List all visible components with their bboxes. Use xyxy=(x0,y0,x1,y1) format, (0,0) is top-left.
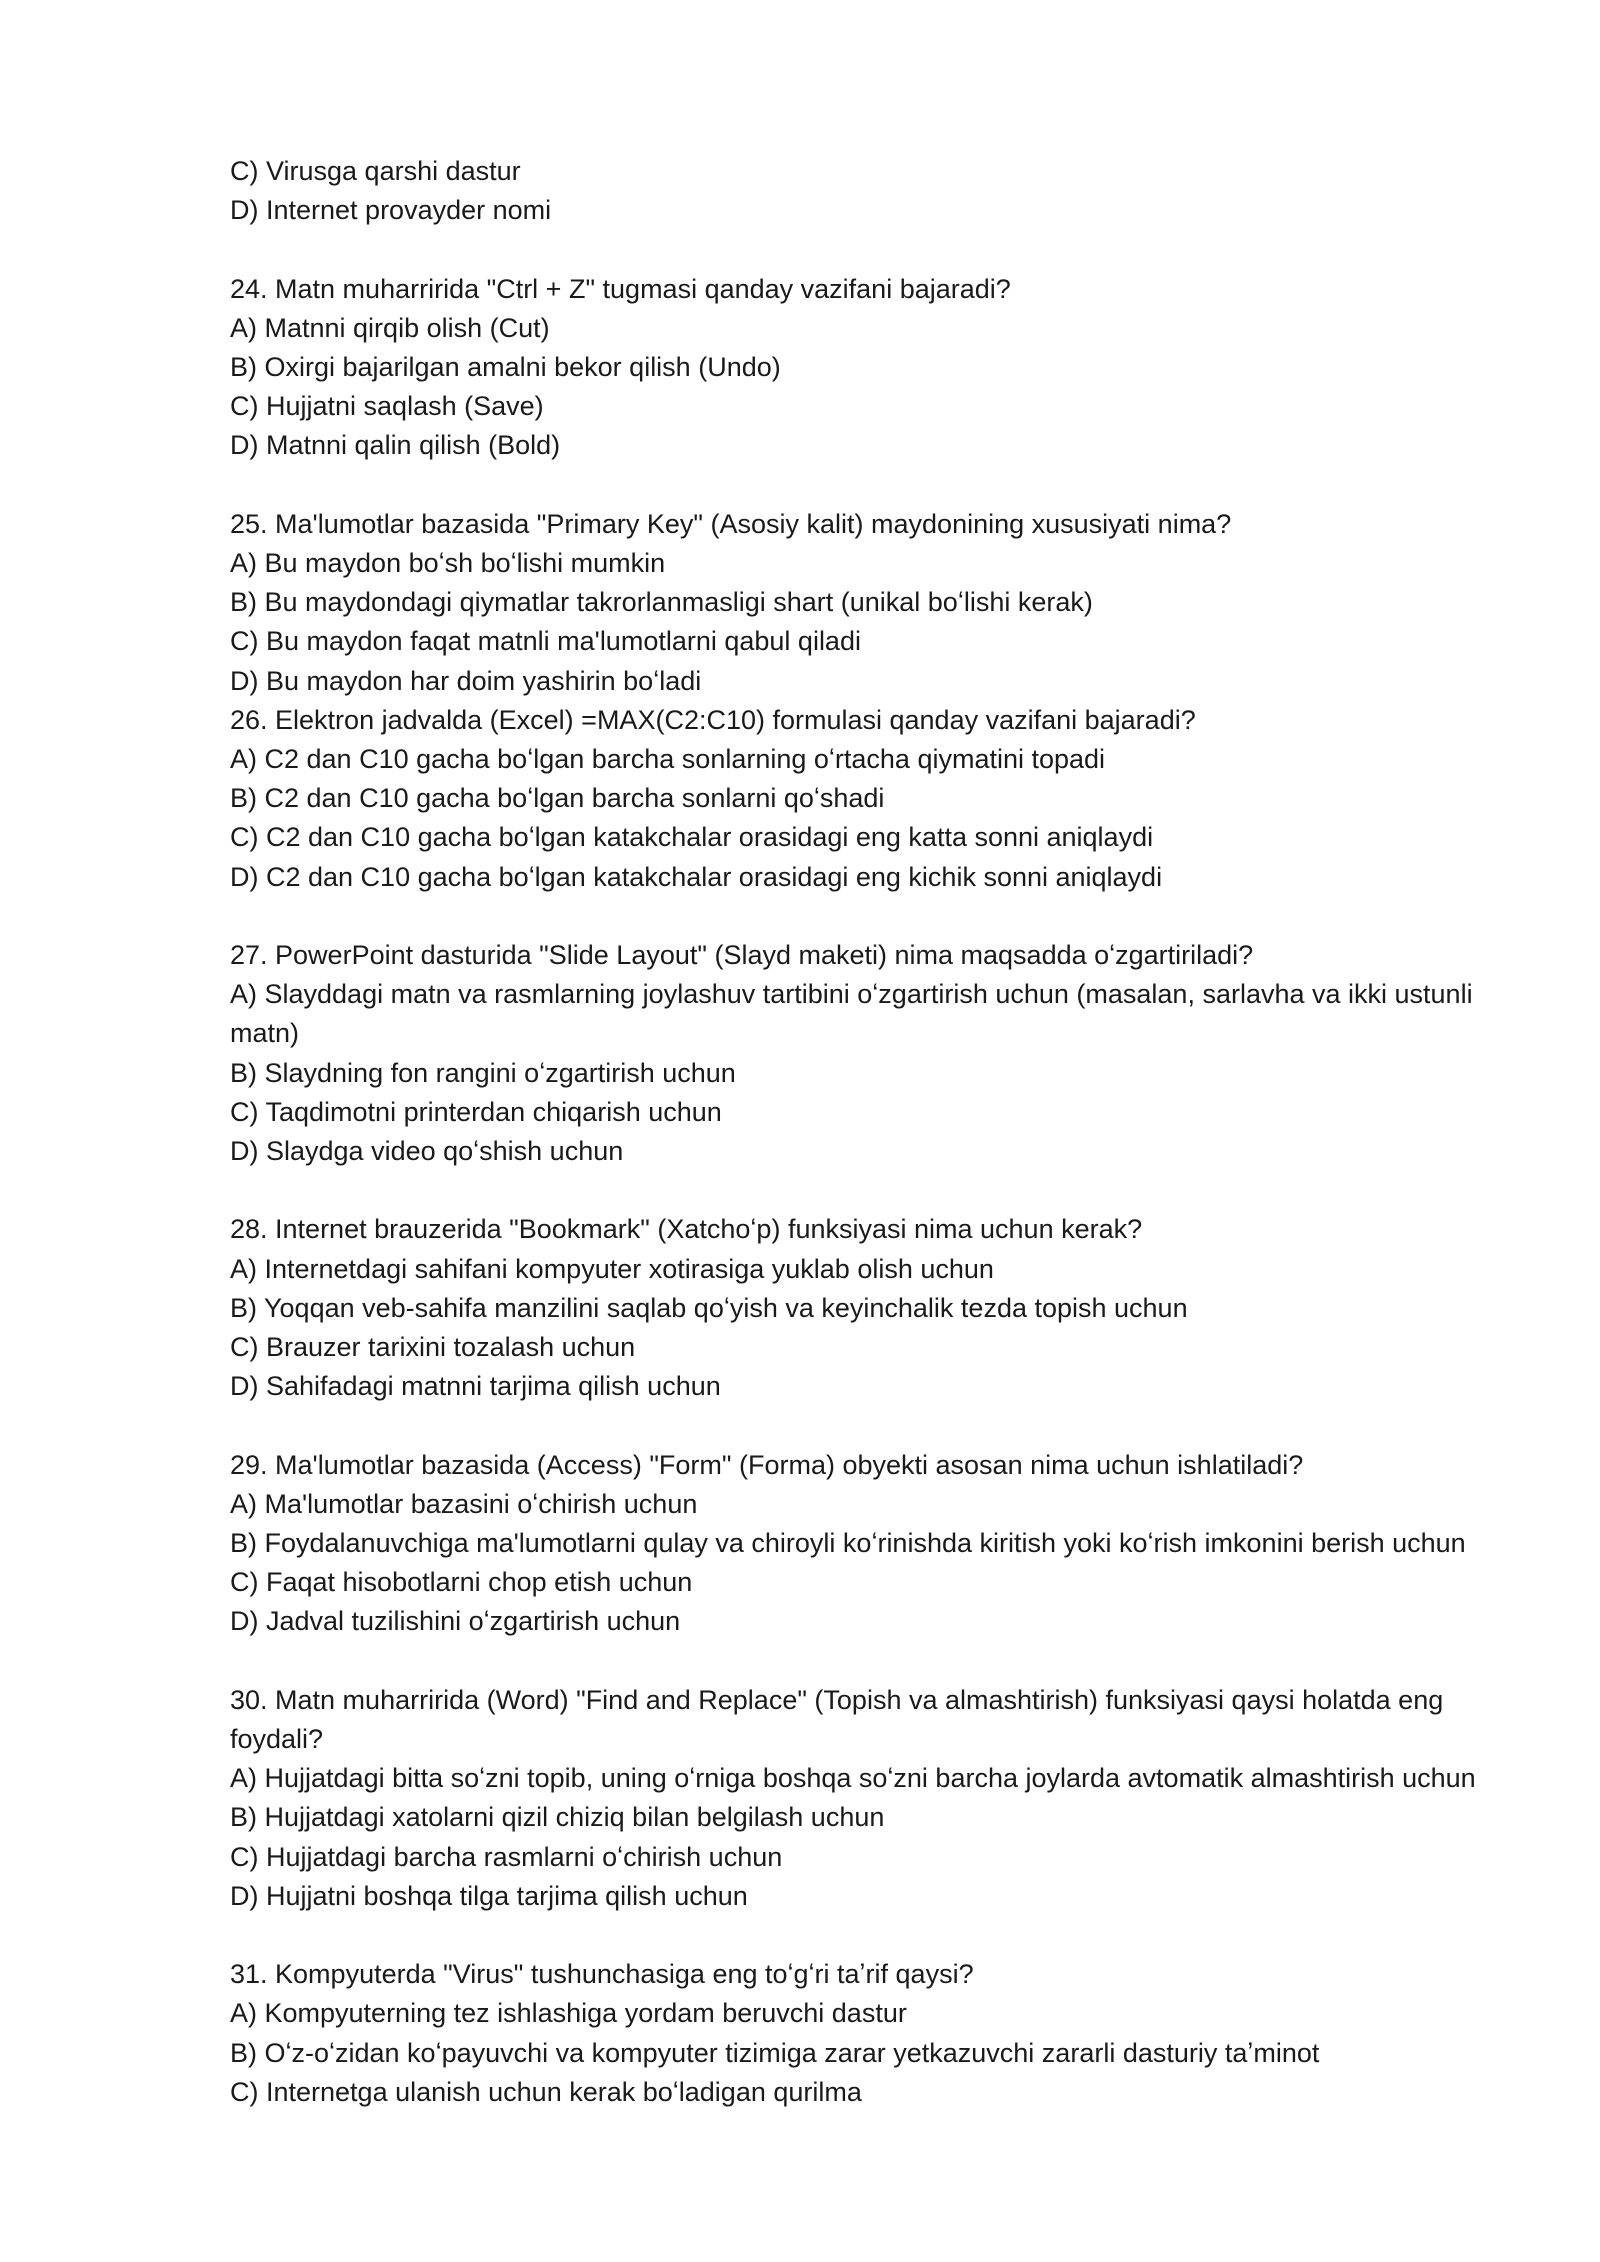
answer-option: C) Faqat hisobotlarni chop etish uchun xyxy=(230,1567,693,1598)
answer-option: C) Bu maydon faqat matnli ma'lumotlarni qabul qiladi xyxy=(230,626,861,657)
answer-option: B) Foydalanuvchiga ma'lumotlarni qulay va chiroyli koʻrinishda kiritish yoki koʻrish imkonini berish uchun xyxy=(230,1528,1466,1559)
answer-option: C) Taqdimotni printerdan chiqarish uchun xyxy=(230,1096,722,1127)
answer-option: C) Hujjatdagi barcha rasmlarni oʻchirish uchun xyxy=(230,1841,783,1872)
block-q23-tail xyxy=(230,152,1520,230)
question-text: 29. Ma'lumotlar bazasida (Access) "Form" (Forma) obyekti asosan nima uchun ishlatiladi? xyxy=(230,1449,1304,1480)
spacer xyxy=(230,897,1520,936)
spacer xyxy=(230,466,1520,505)
answer-option: B) Bu maydondagi qiymatlar takrorlanmasligi shart (unikal boʻlishi kerak) xyxy=(230,587,1093,618)
answer-option: A) Bu maydon boʻsh boʻlishi mumkin xyxy=(230,548,666,578)
answer-option: D) Sahifadagi matnni tarjima qilish uchun xyxy=(230,1371,721,1402)
answer-option: B) Slaydning fon rangini oʻzgartirish uchun xyxy=(230,1057,736,1088)
answer-option: D) Slaydga video qoʻshish uchun xyxy=(230,1136,624,1167)
answer-option: D) Internet provayder nomi xyxy=(230,195,552,226)
block-q29 xyxy=(230,1446,1520,1642)
answer-option: D) Hujjatni boshqa tilga tarjima qilish uchun xyxy=(230,1880,748,1911)
question-text: 28. Internet brauzerida "Bookmark" (Xatchoʻp) funksiyasi nima uchun kerak? xyxy=(230,1214,1143,1245)
answer-option: A) Ma'lumotlar bazasini oʻchirish uchun xyxy=(230,1488,698,1519)
spacer xyxy=(230,1406,1520,1445)
answer-option: B) C2 dan C10 gacha boʻlgan barcha sonlarni qoʻshadi xyxy=(230,783,885,814)
question-text: 25. Ma'lumotlar bazasida "Primary Key" (Asosiy kalit) maydonining xususiyati nima? xyxy=(230,508,1232,539)
spacer xyxy=(230,1171,1520,1210)
spacer xyxy=(230,1642,1520,1681)
answer-option: A) C2 dan C10 gacha boʻlgan barcha sonlarning oʻrtacha qiymatini topadi xyxy=(230,744,1106,775)
block-q30 xyxy=(230,1681,1520,1916)
answer-option: D) C2 dan C10 gacha boʻlgan katakchalar orasidagi eng kichik sonni aniqlaydi xyxy=(230,861,1163,892)
answer-option: A) Kompyuterning tez ishlashiga yordam beruvchi dastur xyxy=(230,1998,907,2029)
answer-option: A) Internetdagi sahifani kompyuter xotirasiga yuklab olish uchun xyxy=(230,1253,994,1284)
spacer xyxy=(230,230,1520,269)
answer-option: B) Hujjatdagi xatolarni qizil chiziq bilan belgilash uchun xyxy=(230,1802,885,1833)
answer-option: D) Matnni qalin qilish (Bold) xyxy=(230,430,561,461)
question-text: 26. Elektron jadvalda (Excel) =MAX(C2:C10) formulasi qanday vazifani bajaradi? xyxy=(230,704,1196,735)
document-page xyxy=(230,152,1520,2112)
answer-option: A) Hujjatdagi bitta soʻzni topib, uning oʻrniga boshqa soʻzni barcha joylarda avtomatik almashtirish uchun xyxy=(230,1763,1476,1794)
question-text: 30. Matn muharririda (Word) "Find and Replace" (Topish va almashtirish) funksiyasi qaysi holatda eng foydali? xyxy=(230,1684,1444,1755)
answer-option: B) Oxirgi bajarilgan amalni bekor qilish (Undo) xyxy=(230,352,781,382)
block-q28 xyxy=(230,1210,1520,1406)
answer-option: C) C2 dan C10 gacha boʻlgan katakchalar orasidagi eng katta sonni aniqlaydi xyxy=(230,822,1154,853)
answer-option: D) Jadval tuzilishini oʻzgartirish uchun xyxy=(230,1606,681,1637)
answer-option: A) Matnni qirqib olish (Cut) xyxy=(230,312,550,343)
block-q25-q26 xyxy=(230,505,1520,897)
block-q27 xyxy=(230,936,1520,1171)
answer-option: C) Virusga qarshi dastur xyxy=(230,156,521,186)
answer-option: A) Slayddagi matn va rasmlarning joylashuv tartibini oʻzgartirish uchun (masalan, sarlavha va ikki ustunli matn) xyxy=(230,979,1473,1049)
spacer xyxy=(230,1916,1520,1955)
answer-option: B) Oʻz-oʻzidan koʻpayuvchi va kompyuter tizimiga zarar yetkazuvchi zararli dasturiy taʼminot xyxy=(230,2037,1320,2068)
question-text: 31. Kompyuterda "Virus" tushunchasiga eng toʻgʻri taʼrif qaysi? xyxy=(230,1959,974,1990)
question-text: 27. PowerPoint dasturida "Slide Layout" (Slayd maketi) nima maqsadda oʻzgartiriladi? xyxy=(230,940,1254,971)
block-q24 xyxy=(230,270,1520,466)
block-q31 xyxy=(230,1955,1520,2112)
answer-option: D) Bu maydon har doim yashirin boʻladi xyxy=(230,665,702,696)
answer-option: C) Internetga ulanish uchun kerak boʻladigan qurilma xyxy=(230,2076,862,2107)
answer-option: C) Brauzer tarixini tozalash uchun xyxy=(230,1332,636,1363)
question-text: 24. Matn muharririda "Ctrl + Z" tugmasi qanday vazifani bajaradi? xyxy=(230,273,1011,304)
answer-option: B) Yoqqan veb-sahifa manzilini saqlab qoʻyish va keyinchalik tezda topish uchun xyxy=(230,1292,1188,1323)
answer-option: C) Hujjatni saqlash (Save) xyxy=(230,391,544,422)
